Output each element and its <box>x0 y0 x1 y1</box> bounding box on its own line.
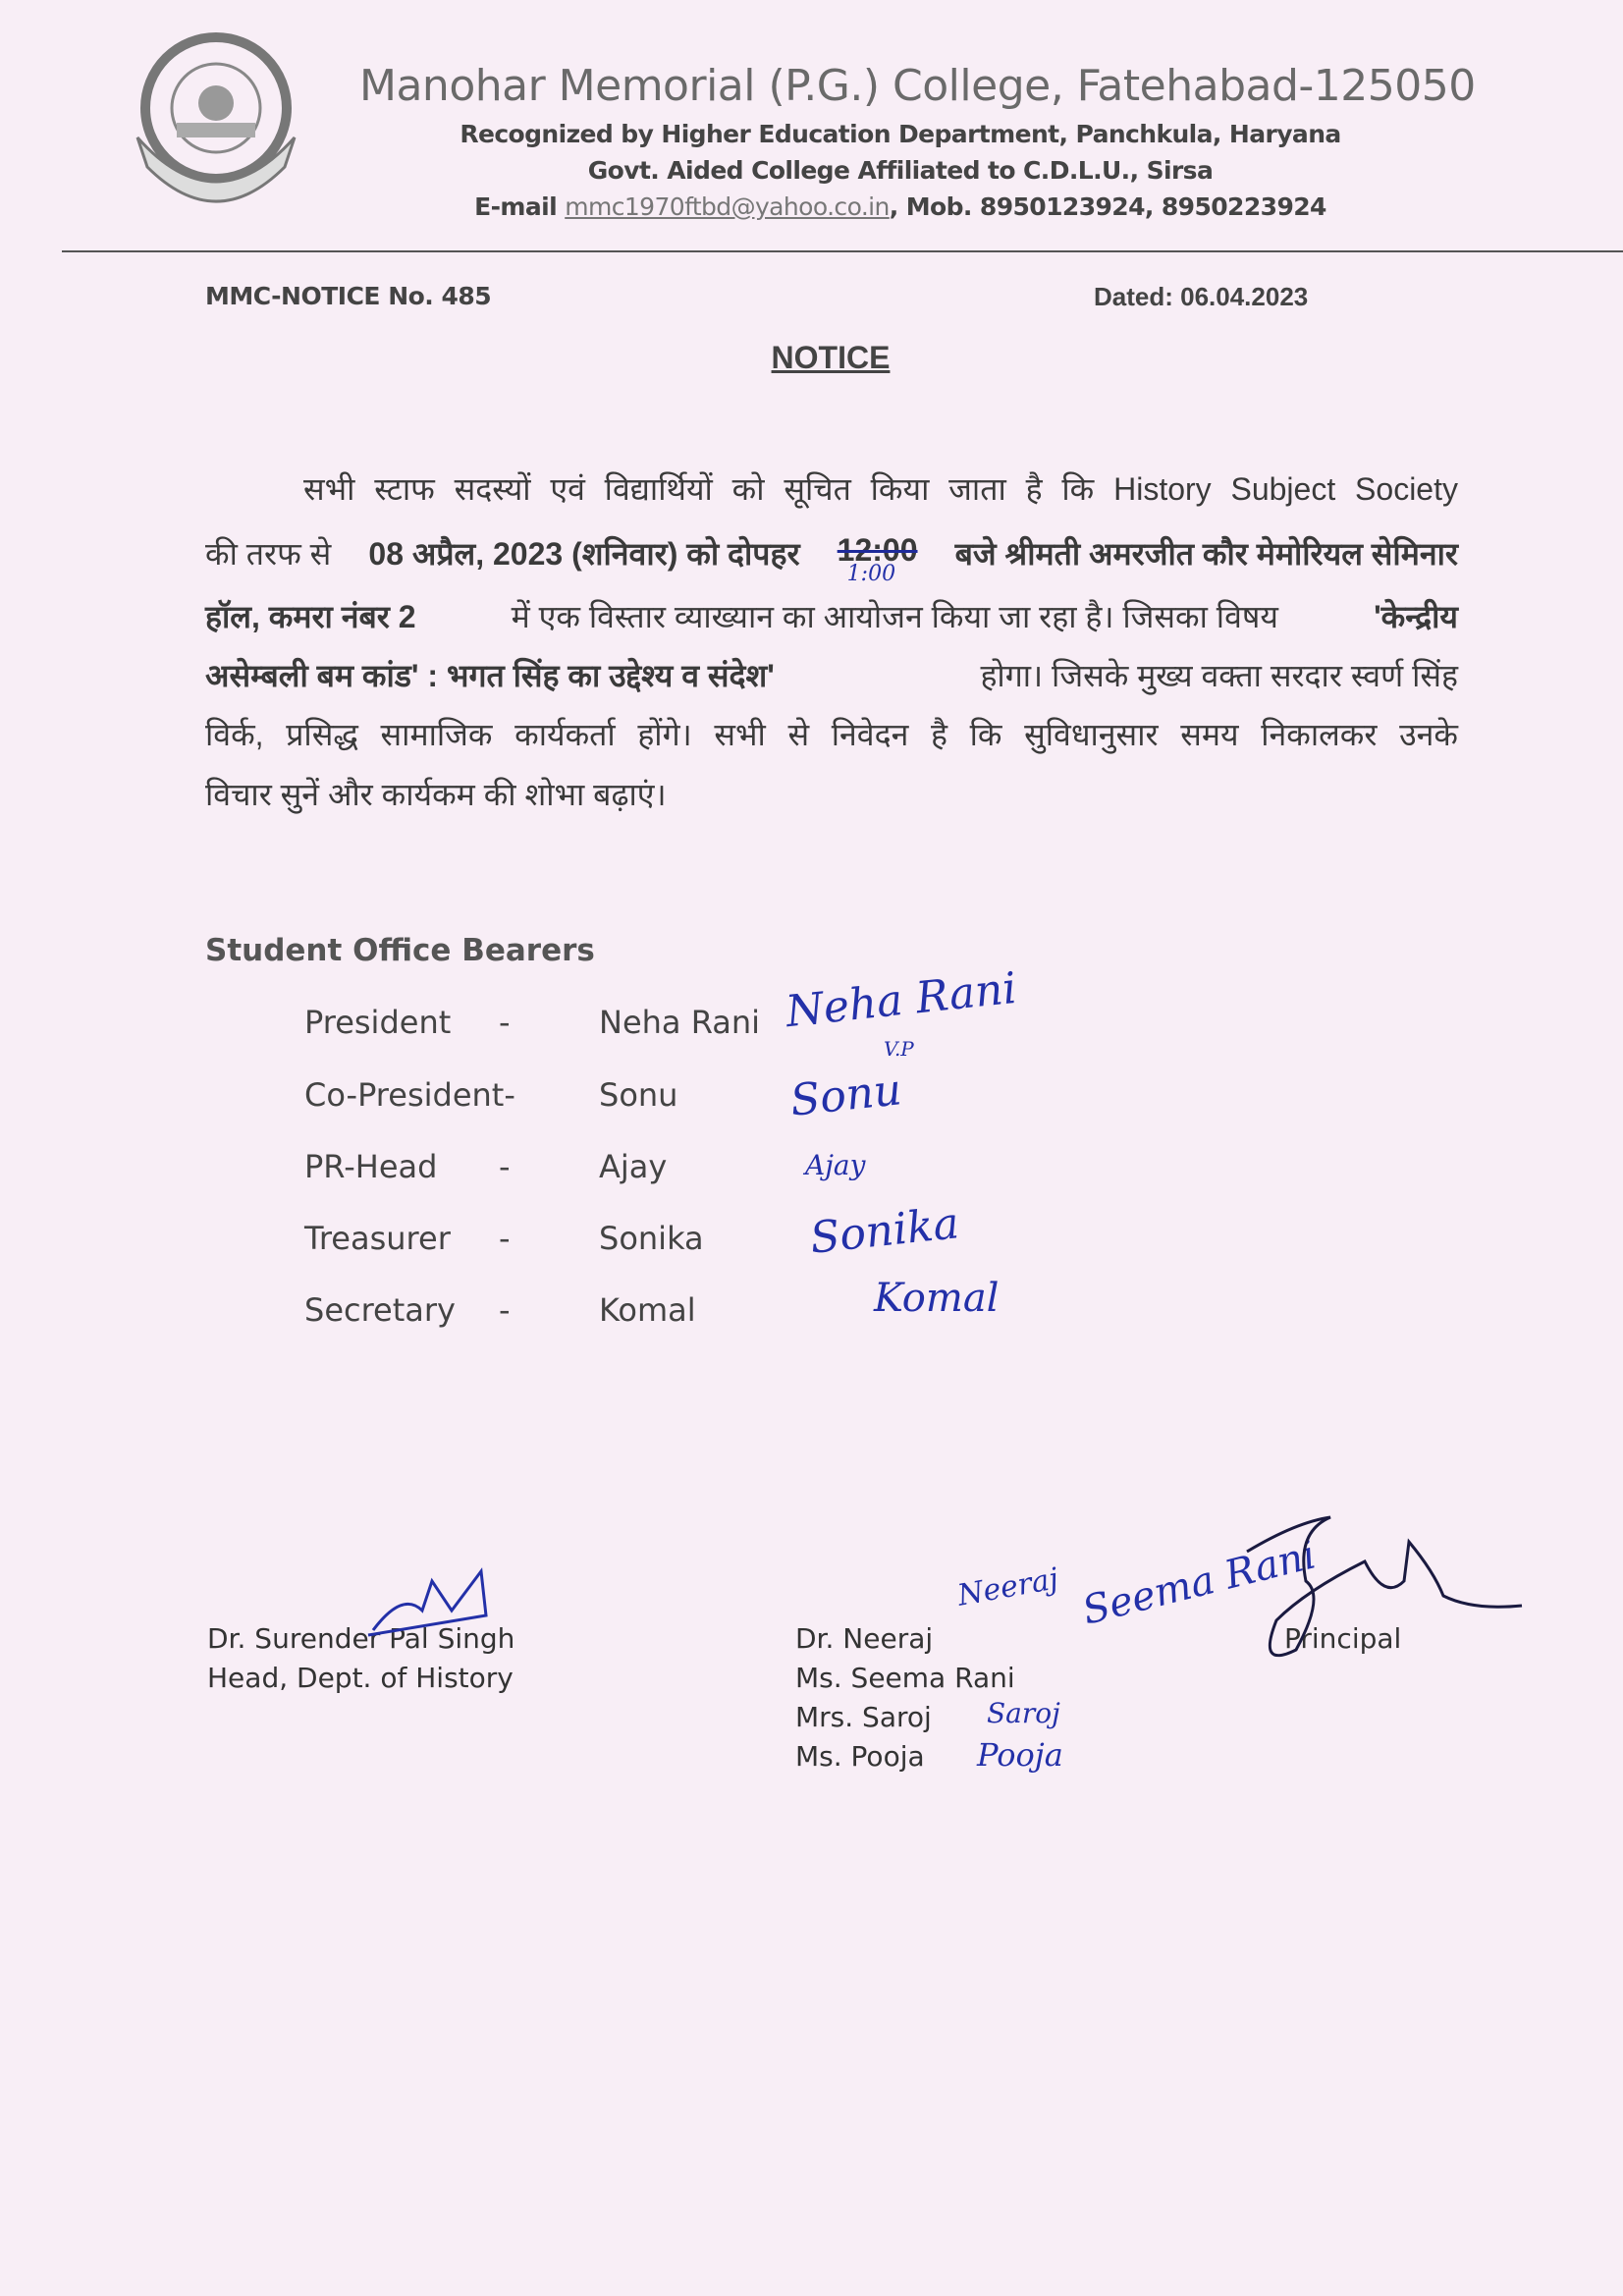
mobile-numbers: , Mob. 8950123924, 8950223924 <box>889 192 1326 221</box>
signature-ajay: Ajay <box>805 1149 866 1181</box>
hod-name: Dr. Surender Pal Singh <box>207 1622 515 1655</box>
bearer-role: Secretary <box>304 1291 456 1329</box>
event-time-struck <box>837 532 918 586</box>
bearer-name: Sonu <box>599 1076 678 1114</box>
principal-signature <box>1237 1503 1532 1679</box>
topic-start: 'केन्द्रीय <box>1374 599 1458 634</box>
body-text: में एक विस्तार व्याख्यान का आयोजन किया जा रहा है। जिसका विषय <box>511 599 1278 634</box>
bearer-role: President <box>304 1004 452 1041</box>
handwritten-new-time: 1:00 <box>846 562 896 586</box>
bearers-heading: Student Office Bearers <box>205 933 595 968</box>
faculty-name: Dr. Neeraj <box>795 1622 934 1655</box>
notice-title: NOTICE <box>771 340 891 375</box>
bearer-name: Neha Rani <box>599 1004 760 1041</box>
principal-label: Principal <box>1284 1622 1402 1655</box>
faculty-name: Mrs. Saroj <box>795 1701 932 1733</box>
faculty-name: Ms. Pooja <box>795 1740 925 1773</box>
body-text: की तरफ से <box>205 536 332 572</box>
bearer-dash: - <box>499 1148 511 1185</box>
hod-title: Head, Dept. of History <box>207 1662 514 1694</box>
body-line-1 <box>205 467 1458 510</box>
signature-neha-rani: Neha Rani <box>783 962 1019 1038</box>
body-text: विर्क, प्रसिद्ध सामाजिक कार्यकर्ता होंगे। सभी से निवेदन है कि सुविधानुसार समय निकालकर उनके <box>205 717 1458 752</box>
affiliation-line: Govt. Aided College Affiliated to C.D.L.U., Sirsa <box>587 156 1214 185</box>
body-line-2 <box>205 532 1458 586</box>
bearer-name: Komal <box>599 1291 696 1329</box>
signature-komal: Komal <box>874 1276 1000 1321</box>
notice-date: Dated: 06.04.2023 <box>1094 282 1309 311</box>
signature-sonika: Sonika <box>807 1198 962 1264</box>
signature-sonu: Sonu <box>787 1065 904 1126</box>
body-line-3 <box>205 595 1458 637</box>
body-line-5 <box>205 713 1458 755</box>
email-label: E-mail <box>474 192 566 221</box>
signature-pooja: Pooja <box>977 1736 1063 1774</box>
college-name: Manohar Memorial (P.G.) College, Fatehabad-125050 <box>359 61 1476 111</box>
bearer-dash: - <box>499 1291 511 1329</box>
hod-signature <box>363 1561 511 1640</box>
bearer-dash: - <box>499 1220 511 1257</box>
college-logo <box>128 29 304 206</box>
room-number: हॉल, कमरा नंबर 2 <box>205 599 416 634</box>
signature-seema-rani: Seema Rani <box>1078 1532 1321 1634</box>
bearer-role: Treasurer <box>304 1220 451 1257</box>
recognition-line: Recognized by Higher Education Department, Panchkula, Haryana <box>460 120 1341 148</box>
vp-note: V.P <box>884 1037 914 1061</box>
bearer-dash: - <box>499 1004 511 1041</box>
body-line-6 <box>205 773 1458 815</box>
topic: असेम्बली बम कांड' : भगत सिंह का उद्देश्य व संदेश' <box>205 658 775 693</box>
notice-number: MMC-NOTICE No. 485 <box>205 282 492 310</box>
body-line-4 <box>205 654 1458 696</box>
signature-neeraj: Neeraj <box>954 1561 1061 1613</box>
bearer-role: PR-Head <box>304 1148 438 1185</box>
signature-saroj: Saroj <box>987 1697 1060 1729</box>
body-text: विचार सुनें और कार्यकम की शोभा बढ़ाएं। <box>205 777 667 812</box>
bearer-role: Co-President- <box>304 1076 515 1114</box>
contact-line <box>474 192 1326 221</box>
body-text: सभी स्टाफ सदस्यों एवं विद्यार्थियों को सूचित किया जाता है कि History Subject Society <box>303 471 1458 507</box>
bearer-name: Sonika <box>599 1220 704 1257</box>
event-date: 08 अप्रैल, 2023 (शनिवार) को दोपहर <box>368 536 800 572</box>
event-venue: बजे श्रीमती अमरजीत कौर मेमोरियल सेमिनार <box>954 536 1458 572</box>
body-text: होगा। जिसके मुख्य वक्ता सरदार स्वर्ण सिंह <box>980 658 1458 693</box>
header-divider <box>62 250 1623 252</box>
faculty-name: Ms. Seema Rani <box>795 1662 1015 1694</box>
bearer-name: Ajay <box>599 1148 668 1185</box>
old-time: 12:00 <box>837 532 918 568</box>
email-link[interactable]: mmc1970ftbd@yahoo.co.in <box>565 192 890 221</box>
